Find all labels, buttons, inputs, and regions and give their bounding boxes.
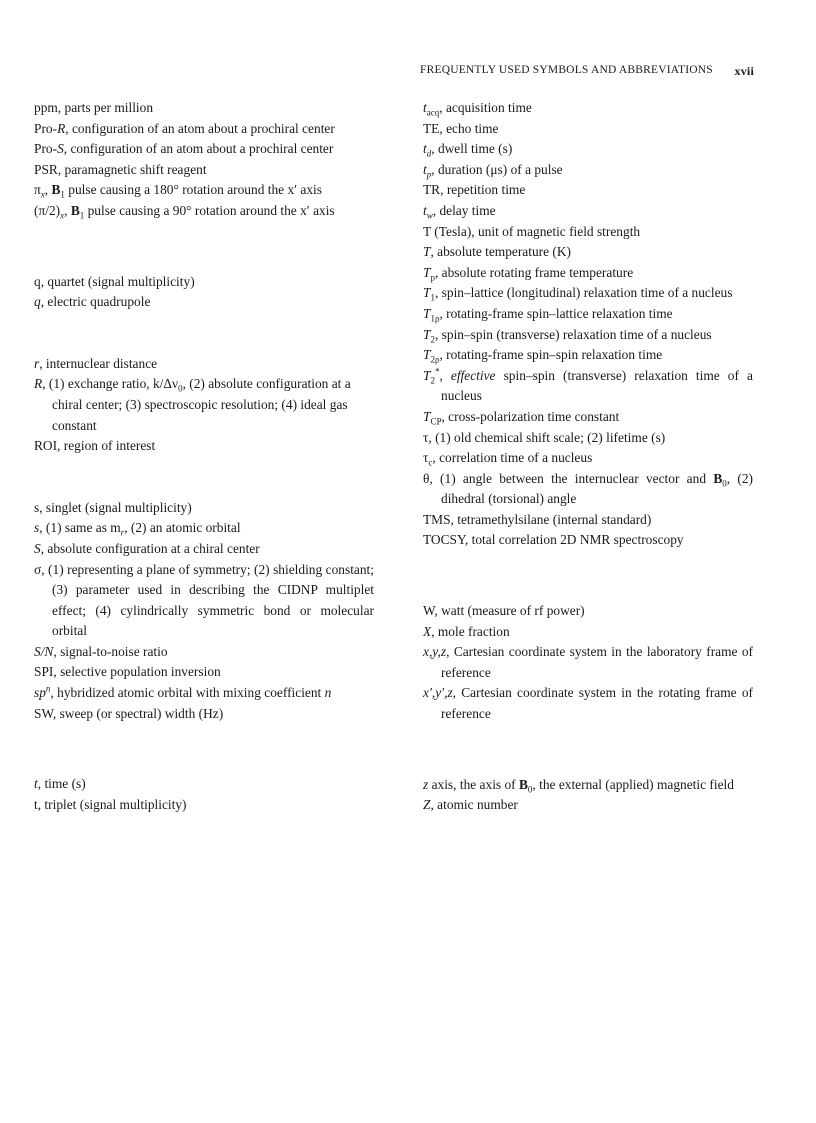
entry-spi: SPI, selective population inversion [34,664,221,680]
entry-sigma: σ, (1) representing a plane of symmetry; (2) shielding constant; (3) parameter used in describing the CIDNP multiplet effect; (4) cylindrically symmetric bond or molecular orbital [34,561,374,639]
entry-X: X, mole fraction [423,623,510,639]
entry-tau: τ, (1) old chemical shift scale; (2) lifetime (s) [423,429,666,445]
entry-spn: $sp^n$, hybridized atomic orbital with mixing coefficient n [34,683,332,701]
entry-S-config: S, absolute configuration at a chiral center [34,540,260,556]
entry-tp: $t_p$, duration (μs) of a pulse [423,161,563,180]
entry-t-triplet: t, triplet (signal multiplicity) [34,796,187,812]
entry-T2star: $T_2^*$, effective spin–spin (transverse) relaxation time of a nucleus [423,366,753,404]
entry-sn: S/N, signal-to-noise ratio [34,643,168,659]
entry-tacq: $t_{acq}$, acquisition time [423,100,532,118]
entry-pro-r: Pro-R, configuration of an atom about a prochiral center [34,120,335,136]
entry-theta: θ, (1) angle between the internuclear vector and $B_0$, (2) dihedral (torsional) angle [423,470,753,507]
left-column [34,98,374,815]
entry-xpypz: x′,y′,z, Cartesian coordinate system in the rotating frame of reference [423,685,753,722]
entry-sw: SW, sweep (or spectral) width (Hz) [34,705,224,721]
entry-tms: TMS, tetramethylsilane (internal standard) [423,511,652,527]
entry-q-quartet: q, quartet (signal multiplicity) [34,273,195,289]
entry-s-singlet: s, singlet (signal multiplicity) [34,499,192,515]
entry-T2p: $T_{2\rho}$, rotating-frame spin–spin relaxation time [423,347,663,365]
entry-Z: Z, atomic number [423,797,518,813]
running-title: FREQUENTLY USED SYMBOLS AND ABBREVIATIONS [420,64,713,76]
entry-td: $t_d$, dwell time (s) [423,141,513,159]
entry-xyz: x,y,z, Cartesian coordinate system in the laboratory frame of reference [423,644,754,680]
entry-R: R, (1) exchange ratio, $k/\Delta\nu_0$, (2) absolute configuration at a chiral center; (3) spectroscopic resolution; (4) ideal gas constant [34,376,351,433]
entry-pi-x: $\pi_x$, $B_1$ pulse causing a 180° rotation around the x′ axis [34,182,322,201]
entry-Tp: $T_p$, absolute rotating frame temperature [423,264,634,283]
entry-tw: $t_w$, delay time [423,202,496,221]
entry-z-axis: z axis, the axis of $B_0$, the external (applied) magnetic field [423,776,734,795]
entry-tau-c: $\tau_c$, correlation time of a nucleus [423,450,593,468]
entry-T-abs: T, absolute temperature (K) [423,244,572,260]
entry-T1p: $T_{1\rho}$, rotating-frame spin–lattice relaxation time [423,305,673,324]
entry-pro-s: Pro-S, configuration of an atom about a prochiral center [34,141,334,157]
entry-psr: PSR, paramagnetic shift reagent [34,161,207,177]
entry-pi-half-x: $(\pi/2)_x$, $B_1$ pulse causing a 90° rotation around the x′ axis [34,202,335,221]
entry-s-italic: s, (1) same as $m_r$, (2) an atomic orbital [34,520,241,538]
entry-tocsy: TOCSY, total correlation 2D NMR spectroscopy [423,532,684,548]
entry-T2: $T_2$, spin–spin (transverse) relaxation time of a nucleus [423,326,712,345]
entry-te: TE, echo time [423,120,499,136]
entry-watt: W, watt (measure of rf power) [423,603,585,619]
right-column [423,98,753,816]
entry-tesla: T (Tesla), unit of magnetic field strength [423,223,641,239]
running-header [420,64,754,76]
page-number: xvii [734,64,754,78]
entry-T1: $T_1$, spin–lattice (longitudinal) relaxation time of a nucleus [423,285,733,304]
entry-roi: ROI, region of interest [34,438,156,454]
entry-tcp: $T_{CP}$, cross-polarization time constant [423,408,620,427]
entry-q-quadrupole: q, electric quadrupole [34,294,151,310]
entry-r-distance: r, internuclear distance [34,355,158,371]
entry-ppm: ppm, parts per million [34,100,154,115]
entry-t-time: t, time (s) [34,776,86,792]
entry-tr: TR, repetition time [423,182,526,198]
